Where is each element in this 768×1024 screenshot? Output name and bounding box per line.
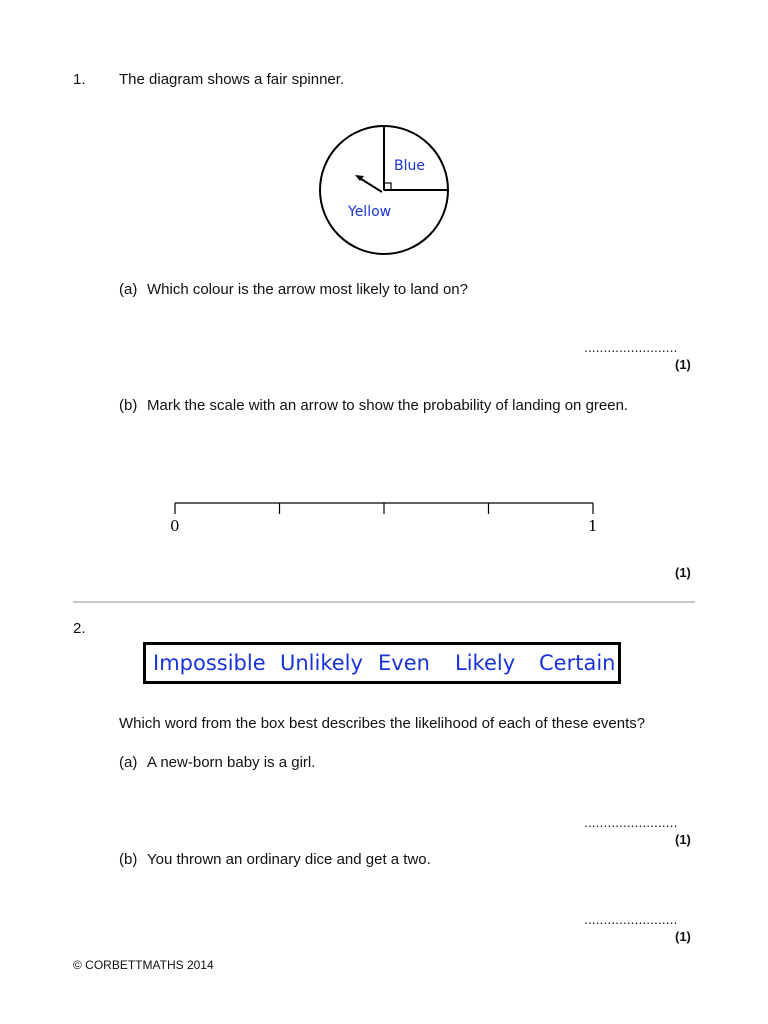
question-1a-text: Which colour is the arrow most likely to land on? — [147, 281, 468, 298]
question-1-intro: The diagram shows a fair spinner. — [119, 71, 345, 88]
spinner-label-yellow: Yellow — [348, 204, 392, 220]
answer-line-2b[interactable]: ........................ — [584, 911, 678, 927]
answer-line-2a[interactable]: ........................ — [584, 814, 678, 830]
question-1a-label: (a) — [119, 281, 138, 298]
word-even: Even — [378, 651, 430, 675]
word-unlikely: Unlikely — [280, 651, 363, 675]
word-likely: Likely — [455, 651, 516, 675]
scale-label-one: 1 — [588, 517, 598, 535]
question-2-number: 2. — [73, 620, 86, 637]
probability-scale[interactable] — [165, 496, 605, 540]
word-certain: Certain — [539, 651, 616, 675]
question-2a-text: A new-born baby is a girl. — [147, 754, 316, 771]
question-1-number: 1. — [73, 71, 86, 88]
spinner-label-blue: Blue — [394, 158, 425, 174]
likelihood-word-box — [143, 642, 621, 684]
marks-2a: (1) — [675, 832, 691, 847]
spinner-diagram — [312, 124, 458, 258]
word-impossible: Impossible — [153, 651, 266, 675]
question-2b-text: You thrown an ordinary dice and get a two. — [147, 851, 431, 868]
question-2a-label: (a) — [119, 754, 138, 771]
copyright-footer: © CORBETTMATHS 2014 — [73, 958, 214, 972]
question-2b-label: (b) — [119, 851, 138, 868]
scale-label-zero: 0 — [170, 517, 180, 535]
question-1b-label: (b) — [119, 397, 138, 414]
marks-2b: (1) — [675, 929, 691, 944]
marks-1b: (1) — [675, 565, 691, 580]
question-2-prompt: Which word from the box best describes the likelihood of each of these events? — [119, 715, 646, 732]
marks-1a: (1) — [675, 357, 691, 372]
answer-line-1a[interactable]: ........................ — [584, 339, 678, 355]
question-1b-text: Mark the scale with an arrow to show the probability of landing on green. — [147, 397, 629, 414]
section-divider — [73, 601, 695, 603]
